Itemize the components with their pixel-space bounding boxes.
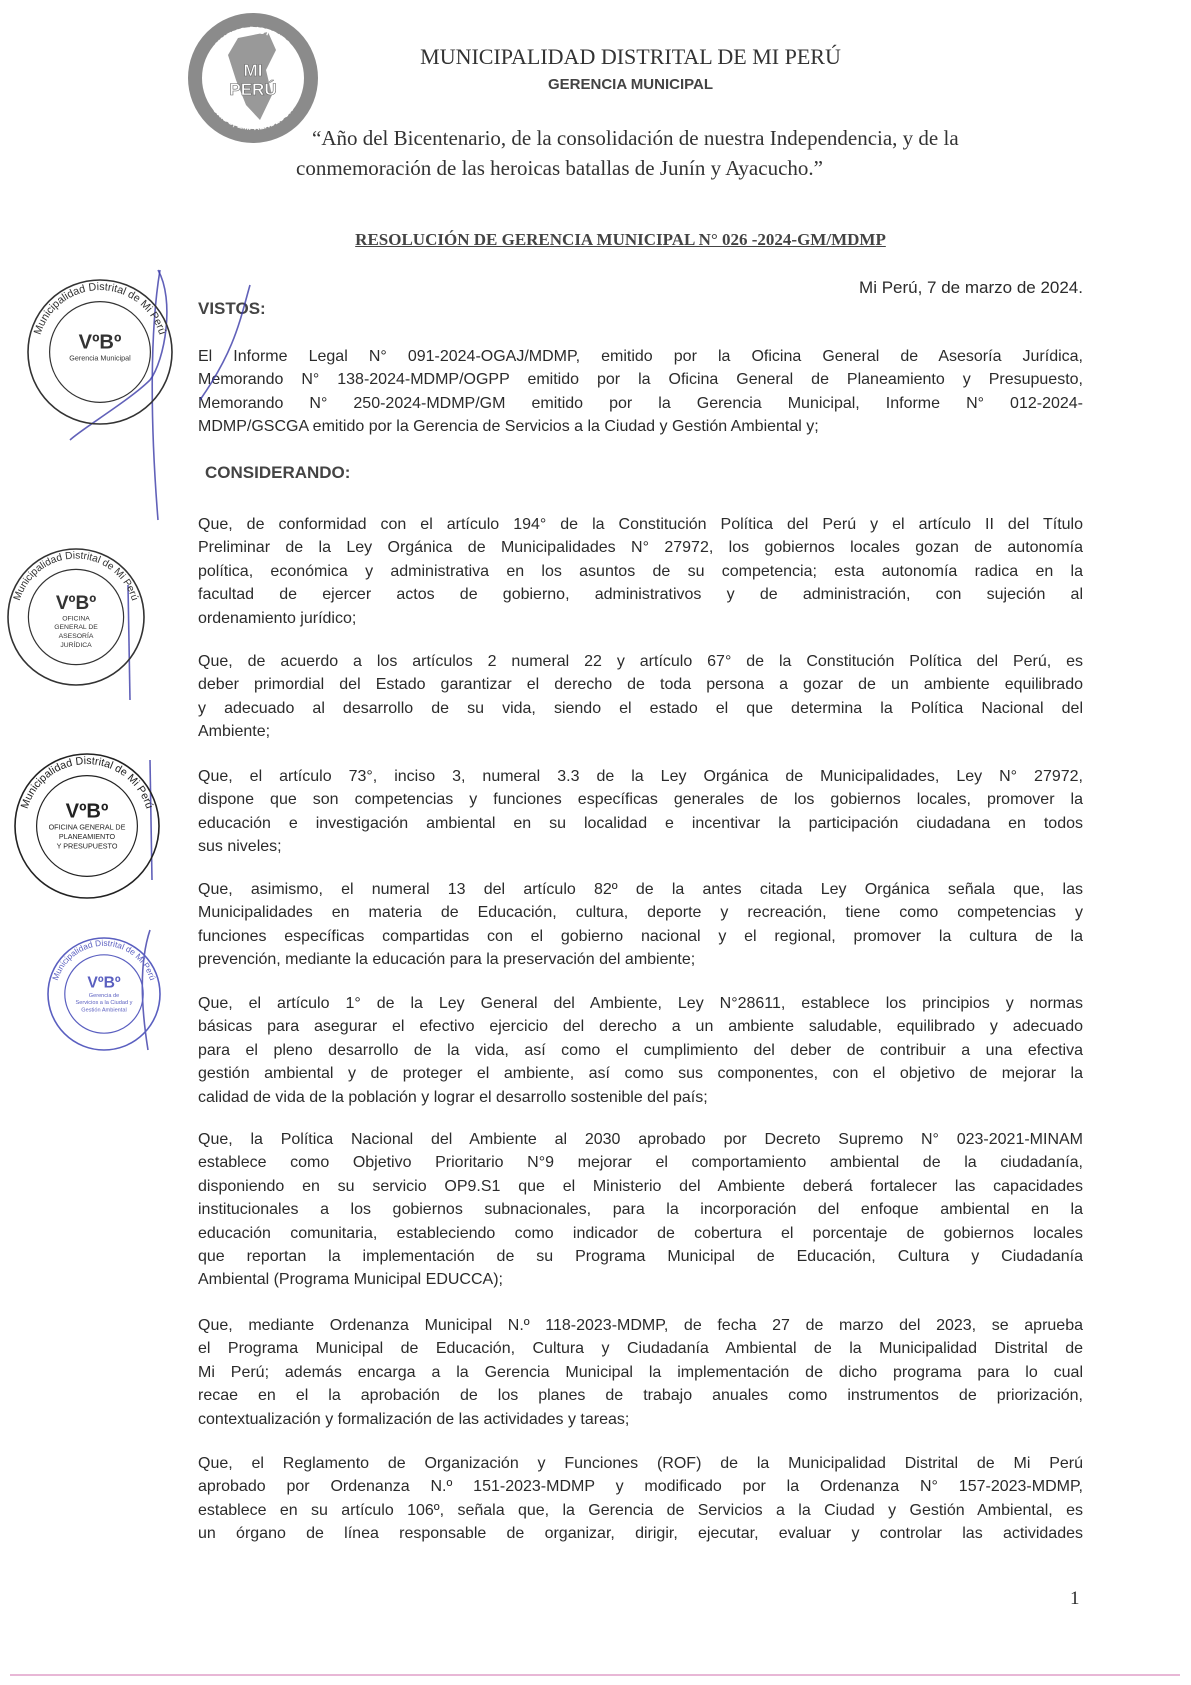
text-line: dispone que son competencias y funciones específicas generales de los gobiernos locales, promover la	[198, 791, 1083, 809]
signature-stroke	[128, 585, 130, 700]
stamp-office-text: Y PRESUPUESTO	[56, 841, 118, 851]
vistos-paragraph	[198, 345, 1083, 439]
text-line: Preliminar de la Ley Orgánica de Municipalidades N° 27972, los gobiernos locales gozan de autonomía	[198, 539, 1083, 557]
text-line: Mi Perú; además encarga a la Gerencia Municipal la implementación de dicho programa para lo cual	[198, 1363, 1083, 1381]
text-line: establece en su artículo 106º, señala que, la Gerencia de Servicios a la Ciudad y Gestión Ambiental, es	[198, 1501, 1083, 1519]
considerando-paragraph-5	[198, 992, 1083, 1109]
bottom-rule	[10, 1674, 1180, 1676]
text-line: Que, de conformidad con el artículo 194° de la Constitución Política del Perú y el artículo II del Título	[198, 516, 1083, 533]
logo-center-2: PERÚ	[229, 80, 277, 99]
text-line: facultad de ejercer actos de gobierno, administrativos y de administración, con sujeción al	[198, 586, 1083, 604]
stamp-office-text: PLANEAMIENTO	[58, 831, 116, 841]
svg-text:Municipalidad Distrital de Mi	[32, 281, 168, 336]
text-line: El Informe Legal N° 091-2024-OGAJ/MDMP, emitido por la Oficina General de Asesoría Jurídica,	[198, 348, 1083, 365]
text-line: Memorando N° 138-2024-MDMP/OGPP emitido por la Oficina General de Planeamiento y Presupuesto,	[198, 371, 1083, 389]
considerando-paragraph-4	[198, 878, 1083, 972]
text-line: aprobado por Ordenanza N.º 151-2023-MDMP y modificado por la Ordenanza N° 157-2023-MDMP,	[198, 1478, 1083, 1496]
text-line: educación e investigación ambiental en su localidad e incentivar la participación ciudadana en todos	[198, 814, 1083, 832]
vistos-heading: VISTOS:	[198, 299, 266, 318]
stamp-office-text: ASESORÍA	[58, 633, 94, 641]
municipality-name: MUNICIPALIDAD DISTRITAL DE MI PERÚ	[420, 44, 841, 69]
signature-stroke	[200, 285, 250, 400]
text-line: básicas para asegurar el efectivo ejercicio del derecho a un ambiente saludable, equilibrado y adecuado	[198, 1018, 1083, 1036]
year-motto-line-2: conmemoración de las heroicas batallas de Junín y Ayacucho.”	[296, 156, 823, 180]
considerando-heading: CONSIDERANDO:	[205, 463, 351, 482]
text-line: Memorando N° 250-2024-MDMP/GM emitido por la Gerencia Municipal, Informe N° 012-2024-	[198, 394, 1083, 412]
resolution-date: Mi Perú, 7 de marzo de 2024.	[859, 278, 1083, 297]
approval-stamp-3	[15, 754, 159, 898]
stamp-office-text: Gestión Ambiental	[81, 1007, 127, 1014]
text-line: el Programa Municipal de Educación, Cultura y Ciudadanía Ambiental de la Municipalidad Distrital de	[198, 1340, 1083, 1358]
logo-top-text: NUEVO DISTRITO	[213, 24, 293, 50]
stamp-ring-text: Municipalidad Distrital de Mi Perú	[31, 281, 169, 337]
text-line: institucionales a los gobiernos subnacionales, para la incorporación del enfoque ambiental en la	[198, 1201, 1083, 1219]
text-line: Que, asimismo, el numeral 13 del artículo 82º de la antes citada Ley Orgánica señala que, las	[198, 881, 1083, 898]
stamp-ring-text: Municipalidad Distrital de Mi Perú	[50, 937, 158, 982]
considerando-paragraph-7	[198, 1314, 1083, 1431]
text-line: Que, el Reglamento de Organización y Funciones (ROF) de la Municipalidad Distrital de Mi Perú	[198, 1455, 1083, 1472]
stamp-vobo-mark: VºBº	[65, 800, 109, 823]
approval-stamp-2	[8, 549, 144, 685]
stamp-vobo-mark: VºBº	[55, 592, 97, 614]
text-line: Que, la Política Nacional del Ambiente al 2030 aprobado por Decreto Supremo N° 023-2021-MINAM	[198, 1131, 1083, 1148]
text-line: Ambiente;	[198, 723, 271, 741]
text-line: sus niveles;	[198, 838, 282, 856]
approval-stamp-4	[48, 938, 160, 1050]
text-line: para el pleno desarrollo de la vida, así como el cumplimiento del deber de contribuir a una efectiva	[198, 1041, 1083, 1059]
text-line: establece como Objetivo Prioritario N°9 mejorar el comportamiento ambiental de la ciudadanía,	[198, 1154, 1083, 1172]
stamp-office-text: OFICINA GENERAL DE	[48, 822, 126, 832]
text-line: funciones específicas compartidas con el gobierno nacional y el regional, promover la cultura de la	[198, 927, 1083, 945]
text-line: MDMP/GSCGA emitido por la Gerencia de Servicios a la Ciudad y Gestión Ambiental y;	[198, 418, 819, 436]
logo-center-1: MI	[243, 61, 263, 80]
considerando-paragraph-3	[198, 765, 1083, 859]
stamp-office-text: Servicios a la Ciudad y	[75, 1000, 133, 1007]
text-line: recae en el la aprobación de los planes de trabajo anuales como instrumentos de priorización,	[198, 1387, 1083, 1405]
text-line: ordenamiento jurídico;	[198, 609, 357, 627]
text-line: Que, mediante Ordenanza Municipal N.º 118-2023-MDMP, de fecha 27 de marzo del 2023, se aprueba	[198, 1317, 1083, 1334]
signature-stroke	[150, 760, 152, 880]
page-number: 1	[1070, 1588, 1080, 1609]
text-line: gestión ambiental y de proteger el ambiente, así como sus componentes, con el objetivo de mejorar la	[198, 1065, 1083, 1083]
text-line: disponiendo en su servicio OP9.S1 que el Ministerio del Ambiente deberá fortalecer las capacidades	[198, 1177, 1083, 1195]
considerando-paragraph-2	[198, 650, 1083, 744]
considerando-paragraph-1	[198, 513, 1083, 630]
text-line: Que, el artículo 73°, inciso 3, numeral 3.3 de la Ley Orgánica de Municipalidades, Ley N° 27972,	[198, 768, 1083, 785]
text-line: contextualización y formalización de las actividades y tareas;	[198, 1410, 630, 1428]
approval-stamp-1	[28, 280, 172, 424]
stamp-office-text: JURÍDICA	[60, 641, 92, 649]
text-line: Ambiental (Programa Municipal EDUCCA);	[198, 1271, 503, 1289]
department-name: GERENCIA MUNICIPAL	[548, 76, 713, 93]
stamp-ring-text: Municipalidad Distrital de Mi Perú	[18, 755, 156, 811]
text-line: Que, de acuerdo a los artículos 2 numeral 22 y artículo 67° de la Constitución Política del Perú, es	[198, 653, 1083, 670]
stamp-office-text: OFICINA	[62, 615, 90, 623]
text-line: Municipalidades en materia de Educación, cultura, deporte y recreación, tiene como competencias y	[198, 904, 1083, 922]
stamp-office-text: GENERAL DE	[54, 624, 98, 632]
stamp-office-text: Gerencia de	[88, 992, 120, 999]
logo-bottom-text: UNIDO, EMPRENDEDOR	[211, 105, 295, 133]
stamps-layer	[0, 0, 260, 1685]
text-line: política, económica y administrativa en los asuntos de su competencia; esta autonomía radica en la	[198, 562, 1083, 580]
text-line: Que, el artículo 1° de la Ley General del Ambiente, Ley N°28611, establece los principios y normas	[198, 995, 1083, 1012]
text-line: y adecuado al desarrollo de su vida, siendo el estado el que determina la Política Nacional del	[198, 699, 1083, 717]
text-line: calidad de vida de la población y lograr el desarrollo sostenible del país;	[198, 1088, 708, 1106]
stamp-ring-text: Municipalidad Distrital de Mi Perú	[12, 550, 140, 603]
stamp-vobo-mark: VºBº	[78, 331, 122, 354]
resolution-title: RESOLUCIÓN DE GERENCIA MUNICIPAL N° 026 -2024-GM/MDMP	[355, 230, 886, 249]
text-line: un órgano de línea responsable de organizar, dirigir, ejecutar, evaluar y controlar las actividades	[198, 1525, 1083, 1543]
text-line: educación comunitaria, estableciendo como indicador de cobertura el porcentaje de gobiernos locales	[198, 1224, 1083, 1242]
year-motto-line-1: “Año del Bicentenario, de la consolidación de nuestra Independencia, y de la	[312, 126, 959, 150]
stamp-office-text: Gerencia Municipal	[69, 353, 131, 363]
stamp-vobo-mark: VºBº	[87, 974, 121, 992]
considerando-paragraph-8	[198, 1452, 1083, 1546]
considerando-paragraph-6	[198, 1128, 1083, 1292]
text-line: que reportan la implementación de su Programa Municipal de Educación, Cultura y Ciudadanía	[198, 1247, 1083, 1265]
text-line: deber primordial del Estado garantizar el derecho de toda persona a gozar de un ambiente equilibrado	[198, 676, 1083, 694]
text-line: prevención, mediante la educación para la preservación del ambiente;	[198, 951, 696, 969]
